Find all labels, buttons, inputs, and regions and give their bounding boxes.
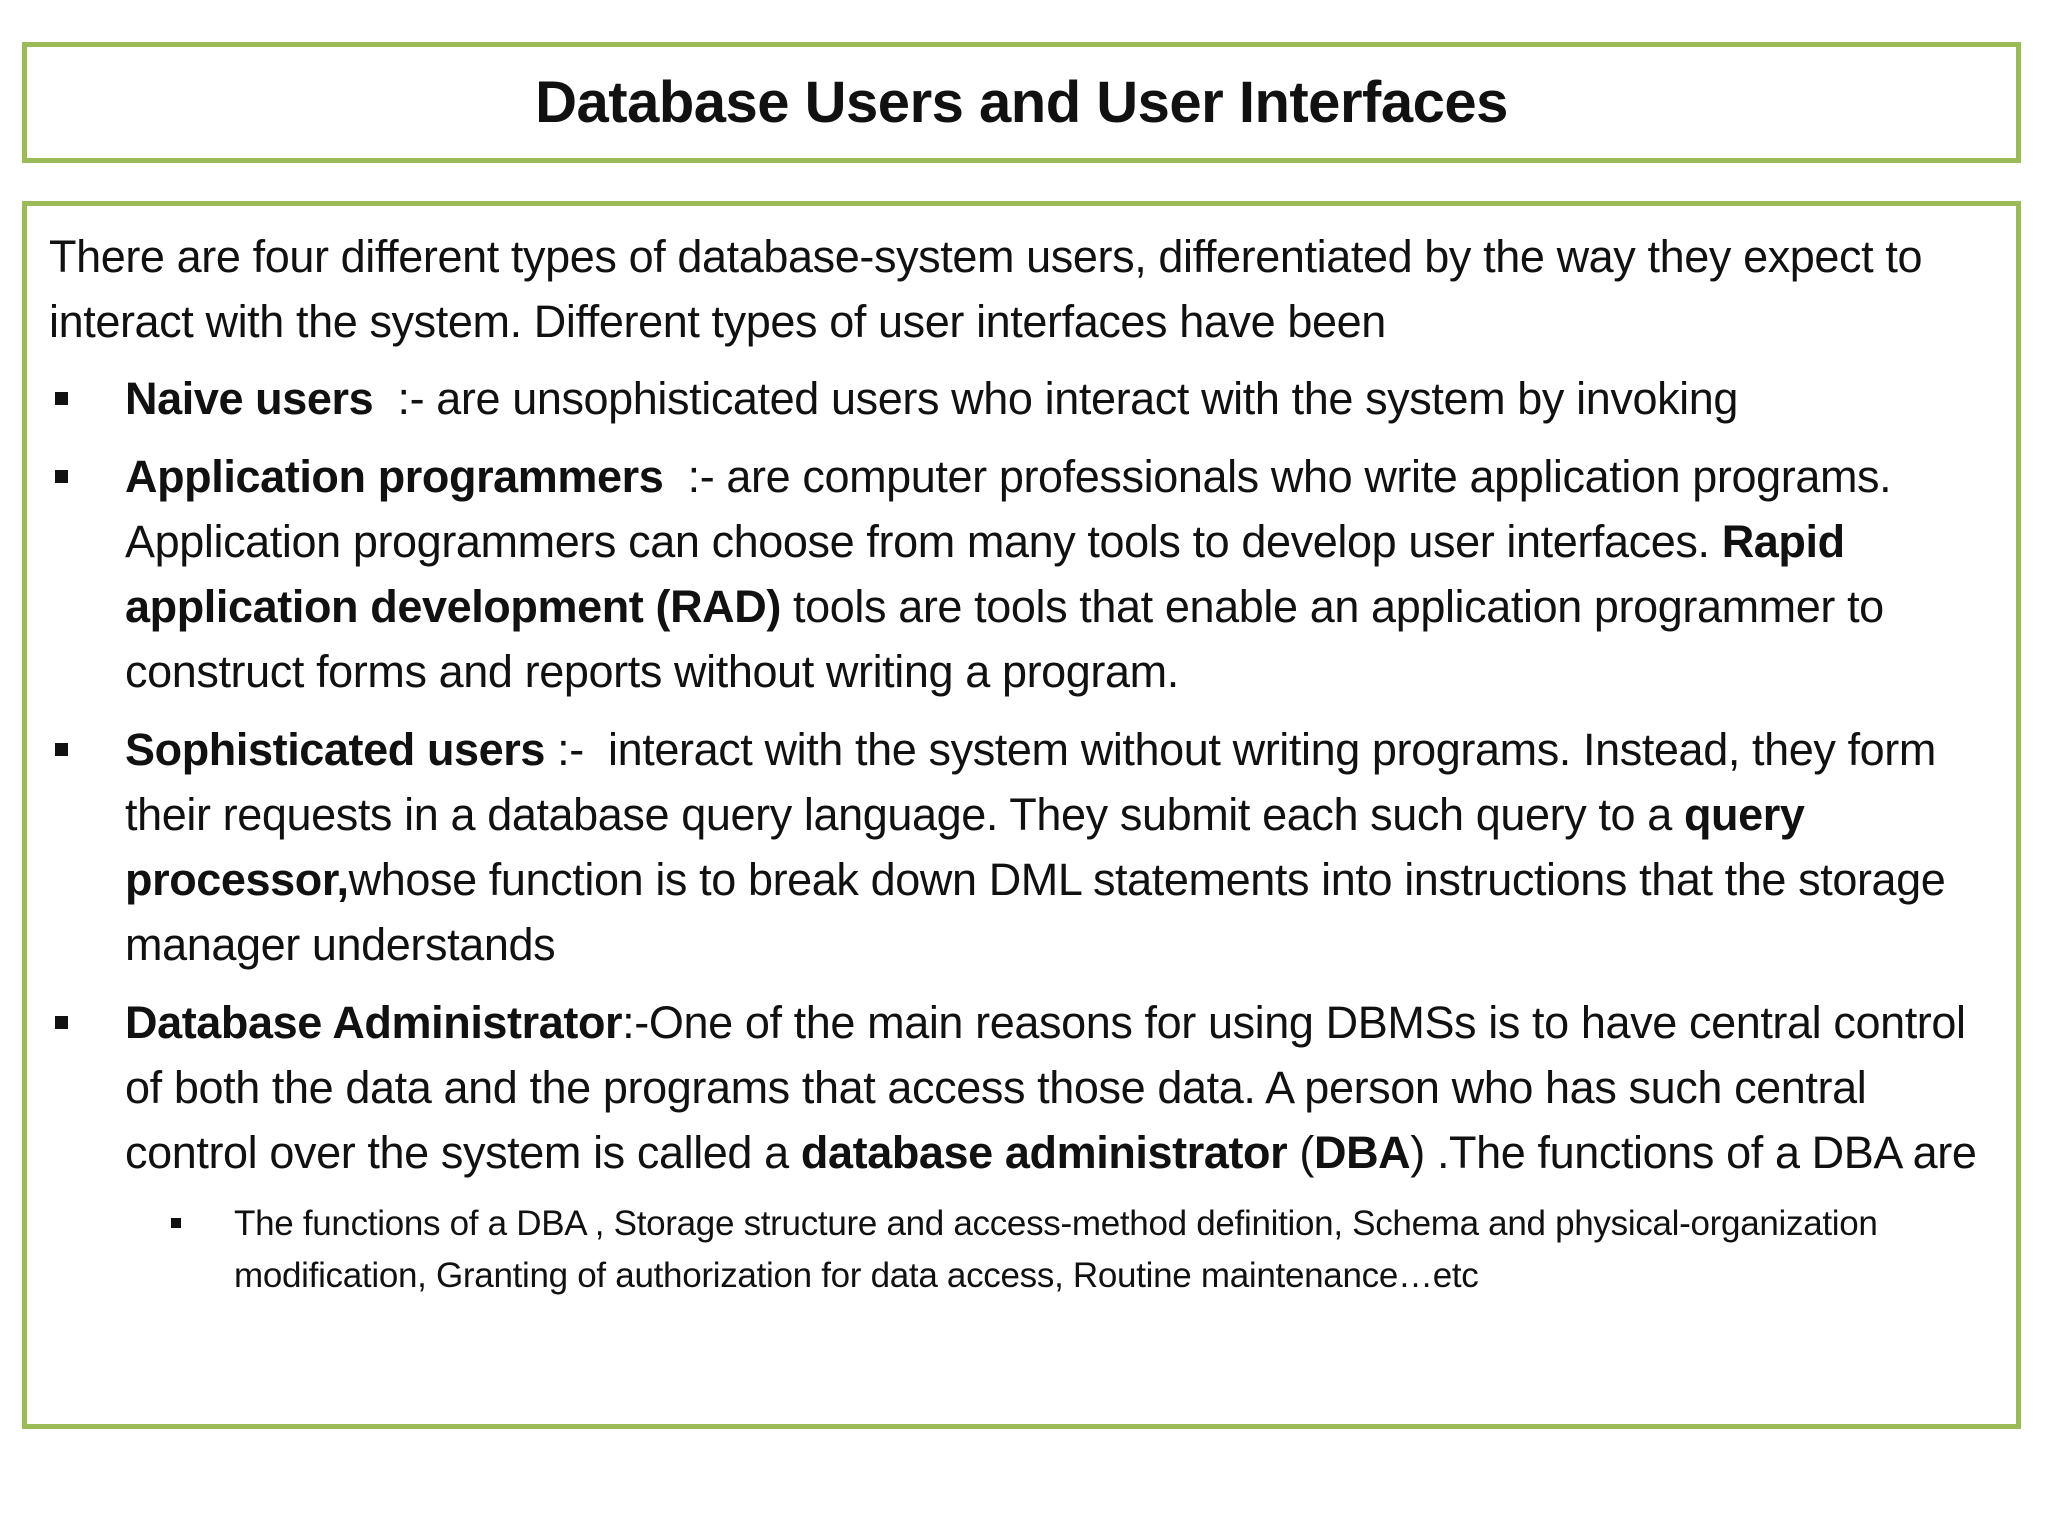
- bullet-naive-users: [49, 366, 1996, 431]
- bullet-text: ) .The functions of a DBA are: [1410, 1127, 1977, 1178]
- bullet-application-programmers: [49, 444, 1996, 704]
- square-bullet-icon: [55, 470, 68, 483]
- bullet-term: Naive users: [125, 373, 374, 424]
- square-bullet-icon: [55, 392, 68, 405]
- bullet-bold-phrase: database administrator: [800, 1127, 1288, 1178]
- bullet-text: :- are computer professionals who write application programs. Application programmers can choose from many tools to develop user interfaces.: [125, 451, 1901, 567]
- bullet-text: tools are tools that enable an application programmer to construct forms and reports without writing a program.: [125, 581, 1884, 697]
- bullet-text: :-One of the main reasons for using DBMSs is to have central control of both the data and the programs that access those data. A person who has such central control over the system is called a: [125, 997, 1966, 1178]
- bullet-term: Database Administrator: [125, 997, 623, 1048]
- dba-functions-list: [49, 1198, 1996, 1302]
- bullet-text: (: [1287, 1127, 1314, 1178]
- bullet-bold-phrase: DBA: [1313, 1127, 1411, 1178]
- page-title: Database Users and User Interfaces: [535, 70, 1508, 135]
- bullet-bold-phrase: Rapid application development (RAD): [125, 516, 1845, 632]
- bullet-bold-phrase: query processor,: [125, 789, 1805, 905]
- bullet-text: :- interact with the system without writing programs. Instead, they form their requests in a database query language. They submit each such query to a: [125, 724, 1949, 840]
- bullet-sophisticated-users: [49, 717, 1996, 977]
- sub-bullet-dba-functions: [49, 1198, 1996, 1302]
- title-frame: [22, 42, 2021, 163]
- bullet-term: Application programmers: [125, 451, 664, 502]
- content-frame: [22, 201, 2021, 1429]
- small-square-bullet-icon: [171, 1218, 181, 1228]
- bullet-text: :- are unsophisticated users who interact with the system by invoking: [373, 373, 1739, 424]
- square-bullet-icon: [55, 743, 68, 756]
- bullet-text: whose function is to break down DML statements into instructions that the storage manager understands: [125, 854, 1946, 970]
- sub-bullet-text: The functions of a DBA , Storage structure and access-method definition, Schema and physical-organization modification, Granting of authorization for data access, Routine maintenance…etc: [234, 1204, 1878, 1295]
- square-bullet-icon: [55, 1016, 68, 1029]
- intro-paragraph: There are four different types of database-system users, differentiated by the way they expect to interact with the system. Different types of user interfaces have been: [49, 231, 1923, 347]
- user-types-list: [49, 366, 1996, 1185]
- bullet-database-administrator: [49, 990, 1996, 1185]
- bullet-term: Sophisticated users: [125, 724, 546, 775]
